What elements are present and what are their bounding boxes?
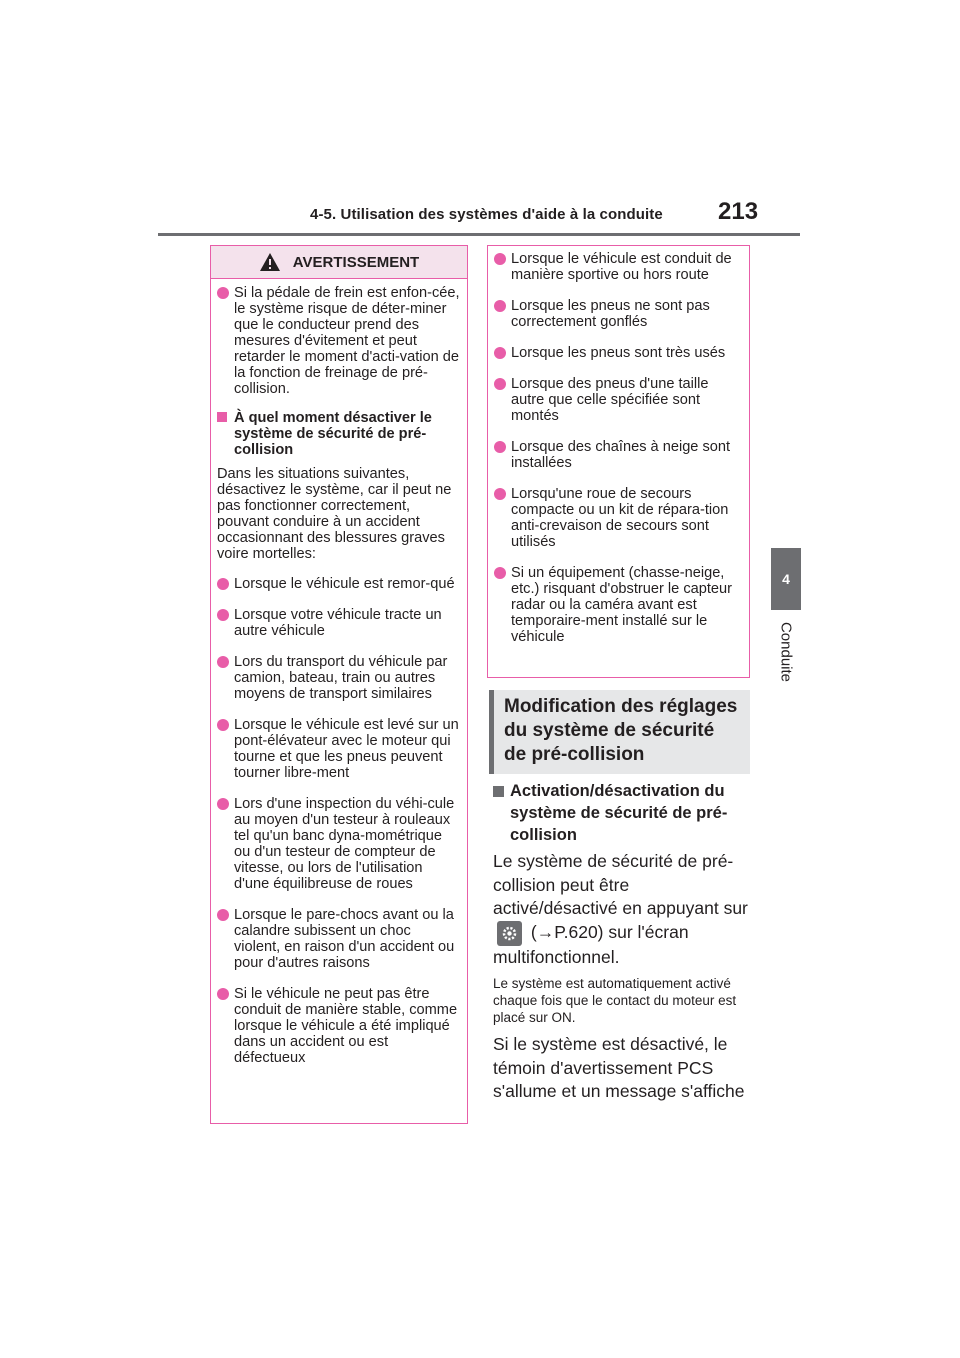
chapter-label: Conduite bbox=[777, 621, 795, 683]
bullet-icon bbox=[494, 347, 506, 359]
bullet-text: Lorsque les pneus sont très usés bbox=[511, 345, 726, 361]
subheading-text: Activation/désactivation du système de sécurité de pré-collision bbox=[510, 782, 728, 844]
section-paragraph-2: Si le système est désactivé, le témoin d'avertissement PCS s'allume et un message s'affiche bbox=[493, 1034, 745, 1101]
warning-header bbox=[211, 246, 467, 279]
chapter-tab: 4 bbox=[771, 548, 801, 610]
list-item bbox=[217, 576, 461, 592]
bullet-icon bbox=[494, 378, 506, 390]
list-item bbox=[494, 345, 743, 361]
bullet-icon bbox=[217, 909, 229, 921]
bullet-icon bbox=[494, 567, 506, 579]
warning-title: AVERTISSEMENT bbox=[292, 253, 420, 271]
bullet-text: Si la pédale de frein est enfon-cée, le système risque de déter-miner que le conducteur prend des mesures d'évitement et peut retarder le moment d'acti-vation de la fonction de freinage de pré-collision. bbox=[234, 285, 460, 397]
list-item bbox=[217, 607, 461, 639]
section-subheading bbox=[493, 780, 755, 846]
bullet-text: Si un équipement (chasse-neige, etc.) risquant d'obstruer le capteur radar ou la caméra avant est temporaire-ment installé sur le véhicule bbox=[511, 565, 732, 645]
list-item bbox=[494, 439, 743, 471]
list-item bbox=[217, 717, 461, 781]
section-paragraph bbox=[493, 850, 755, 969]
square-bullet-icon bbox=[493, 786, 504, 797]
bullet-icon bbox=[217, 798, 229, 810]
section-content bbox=[493, 780, 755, 1110]
section-title: Modification des réglages du système de sécurité de pré-collision bbox=[489, 690, 750, 774]
list-item bbox=[494, 251, 743, 283]
bullet-icon bbox=[217, 656, 229, 668]
warning-box-continued bbox=[487, 245, 750, 678]
bullet-text: Lorsque des chaînes à neige sont installées bbox=[511, 439, 731, 471]
list-item bbox=[494, 298, 743, 330]
header-section-title: 4-5. Utilisation des systèmes d'aide à la conduite bbox=[310, 206, 663, 223]
list-item bbox=[494, 486, 743, 550]
bullet-text: Si le véhicule ne peut pas être conduit de manière stable, comme lorsque le véhicule a été impliqué dans un accident ou est défectueux bbox=[234, 986, 458, 1066]
list-item bbox=[494, 565, 743, 645]
bullet-text: Lorsque le pare-chocs avant ou la calandre subissent un choc violent, en raison d'un accident ou pour d'autres raisons bbox=[234, 907, 455, 971]
list-item bbox=[217, 986, 461, 1066]
square-bullet-icon bbox=[217, 412, 227, 422]
bullet-icon bbox=[217, 719, 229, 731]
bullet-text: Lorsqu'une roue de secours compacte ou un kit de répara-tion anti-crevaison de secours sont utilisés bbox=[511, 486, 729, 550]
warning-paragraph: Dans les situations suivantes, désactivez le système, car il peut ne pas fonctionner correctement, pouvant conduire à un accident occasionnant des blessures graves voire mortelles: bbox=[217, 466, 452, 562]
paragraph-text-after: (→P.620) sur l'écran multifonctionnel. bbox=[493, 921, 689, 967]
list-item bbox=[217, 654, 461, 702]
bullet-text: Lorsque votre véhicule tracte un autre véhicule bbox=[234, 607, 442, 639]
bullet-text: Lorsque les pneus ne sont pas correctement gonflés bbox=[511, 298, 710, 330]
section-note: Le système est automatiquement activé chaque fois que le contact du moteur est placé sur ON. bbox=[493, 976, 737, 1025]
bullet-icon bbox=[217, 578, 229, 590]
bullet-icon bbox=[494, 253, 506, 265]
bullet-text: Lors d'une inspection du véhi-cule au moyen d'un testeur à rouleaux tel qu'un banc dyna-mométrique ou d'un testeur de compteur de vitesse, ou lors de l'utilisation d'une équilibreuse de roues bbox=[234, 796, 455, 892]
bullet-icon bbox=[217, 988, 229, 1000]
subheading-text: À quel moment désactiver le système de sécurité de pré-collision bbox=[234, 410, 432, 458]
bullet-icon bbox=[494, 488, 506, 500]
page-number: 213 bbox=[718, 198, 759, 225]
bullet-icon bbox=[217, 287, 229, 299]
settings-icon bbox=[497, 921, 522, 946]
list-item bbox=[217, 907, 461, 971]
bullet-text: Lors du transport du véhicule par camion, bateau, train ou autres moyens de transport similaires bbox=[234, 654, 448, 702]
header-divider bbox=[158, 233, 800, 236]
list-item bbox=[494, 376, 743, 424]
bullet-text: Lorsque le véhicule est levé sur un pont-élévateur avec le moteur qui tourne et que les pneus peuvent tourner libre-ment bbox=[234, 717, 459, 781]
list-item bbox=[217, 796, 461, 892]
bullet-text: Lorsque le véhicule est remor-qué bbox=[234, 576, 455, 592]
warning-subheading bbox=[217, 410, 461, 458]
bullet-icon bbox=[494, 300, 506, 312]
bullet-icon bbox=[494, 441, 506, 453]
bullet-text: Lorsque des pneus d'une taille autre que celle spécifiée sont montés bbox=[511, 376, 709, 424]
warning-triangle-icon bbox=[259, 252, 281, 272]
paragraph-text-before: Le système de sécurité de pré-collision peut être activé/désactivé en appuyant sur bbox=[493, 851, 748, 918]
bullet-text: Lorsque le véhicule est conduit de manière sportive ou hors route bbox=[511, 251, 732, 283]
warning-box bbox=[210, 245, 468, 1124]
bullet-icon bbox=[217, 609, 229, 621]
list-item bbox=[217, 285, 461, 397]
